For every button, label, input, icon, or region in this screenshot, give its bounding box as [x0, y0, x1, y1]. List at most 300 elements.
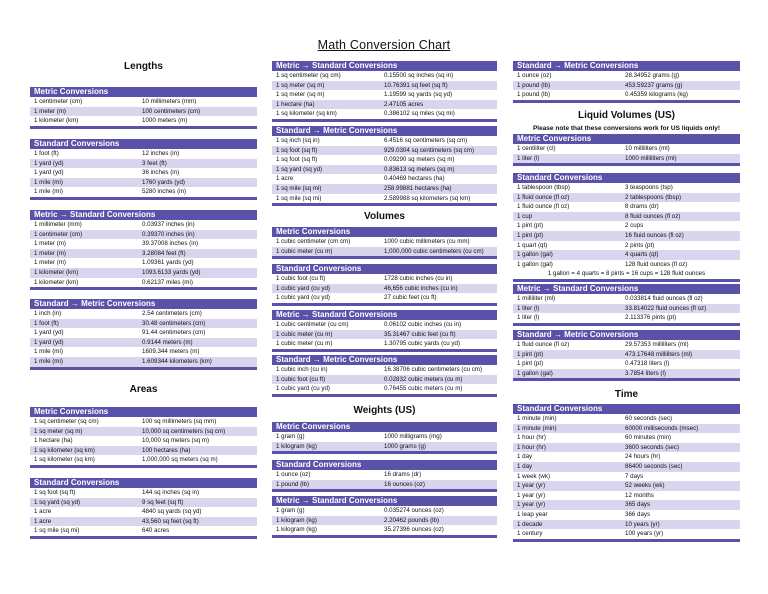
- unit-cell: 1 centiliter (cl): [517, 145, 556, 152]
- unit-cell: 1 meter (m): [34, 240, 66, 248]
- unit-cell: 1 sq meter (sq m): [276, 91, 325, 99]
- unit-cell: 1 pint (pt): [517, 222, 544, 230]
- equivalent-cell: 0.06102 cubic inches (cu in): [384, 321, 462, 328]
- table-row: [513, 452, 740, 462]
- table-body: [272, 506, 497, 535]
- unit-cell: 1 yard (yd): [34, 338, 64, 346]
- unit-cell: 1 meter (m): [34, 249, 66, 257]
- table-header: Metric → Standard Conversions: [272, 496, 497, 506]
- unit-cell: 1 cubic centimeter (cu cm): [276, 321, 349, 328]
- equivalent-cell: 60000 milliseconds (msec): [625, 424, 699, 432]
- table-row: [513, 350, 740, 360]
- unit-cell: 1 liter (l): [517, 154, 540, 162]
- table-row: [513, 340, 740, 350]
- table-row: [513, 144, 740, 154]
- equivalent-cell: 2 cups: [625, 222, 644, 230]
- unit-cell: 1 week (wk): [517, 472, 551, 480]
- unit-cell: 1 cubic yard (cu yd): [276, 294, 330, 302]
- unit-cell: 1 sq foot (sq ft): [34, 489, 76, 496]
- volumes-standard-to-metric-table: [272, 355, 497, 397]
- liquid-volumes-heading: Liquid Volumes (US): [577, 110, 676, 121]
- unit-cell: 1 cubic yard (cu yd): [276, 284, 330, 292]
- unit-cell: 1 mile (mi): [34, 348, 63, 356]
- equivalent-cell: 10,000 sq centimeters (sq cm): [142, 427, 226, 435]
- table-body: [30, 309, 257, 367]
- time-heading: Time: [614, 389, 639, 400]
- unit-cell: 1 kilogram (kg): [276, 442, 317, 450]
- equivalent-cell: 10,000 sq meters (sq m): [142, 437, 210, 445]
- table-row: [30, 446, 257, 456]
- unit-cell: 1 quart (qt): [517, 241, 548, 249]
- table-row: [513, 71, 740, 81]
- equivalent-cell: 1000 milliliters (ml): [625, 154, 677, 162]
- equivalent-cell: 366 days: [625, 510, 651, 518]
- equivalent-cell: 1.09361 yards (yd): [142, 259, 194, 267]
- unit-cell: 1 fluid ounce (fl oz): [517, 203, 570, 211]
- table-row: [513, 491, 740, 501]
- equivalent-cell: 12 months: [625, 491, 654, 499]
- equivalent-cell: 12 inches (in): [142, 150, 180, 157]
- liquid-metric-to-standard-table: [513, 284, 740, 326]
- equivalent-cell: 1,000,000 cubic centimeters (cu cm): [384, 247, 484, 255]
- equivalent-cell: 10 milliliters (ml): [625, 145, 670, 152]
- table-row: [30, 357, 257, 367]
- table-row: [272, 432, 497, 442]
- unit-cell: 1 cubic foot (cu ft): [276, 275, 326, 282]
- equivalent-cell: 1093.6133 yards (yd): [142, 268, 201, 276]
- equivalent-cell: 86400 seconds (sec): [625, 462, 683, 470]
- equivalent-cell: 28.34952 grams (g): [625, 72, 679, 79]
- unit-cell: 1 kilogram (kg): [276, 516, 317, 524]
- unit-cell: 1 kilometer (km): [34, 278, 79, 286]
- liquid-volumes-note: Please note that these conversions work for US liquids only!: [532, 125, 721, 132]
- table-header: Metric Conversions: [513, 134, 740, 144]
- unit-cell: 1 leap year: [517, 510, 548, 518]
- unit-cell: 1 cubic foot (cu ft): [276, 375, 326, 383]
- table-row: [30, 159, 257, 169]
- equivalent-cell: 27 cubic feet (cu ft): [384, 294, 437, 302]
- equivalent-cell: 46,656 cubic inches (cu in): [384, 284, 458, 292]
- equivalent-cell: 1,000,000 sq meters (sq m): [142, 456, 218, 464]
- table-row: [272, 155, 497, 165]
- unit-cell: 1 mile (mi): [34, 178, 63, 186]
- table-row: [513, 529, 740, 539]
- unit-cell: 1 pound (lb): [517, 91, 551, 99]
- table-header: Metric → Standard Conversions: [513, 284, 740, 294]
- table-header: Standard Conversions: [272, 460, 497, 470]
- table-header: Metric → Standard Conversions: [272, 61, 497, 71]
- table-row: [272, 506, 497, 516]
- unit-cell: 1 day: [517, 462, 533, 470]
- table-header: Standard Conversions: [30, 478, 257, 488]
- equivalent-cell: 100 years (yr): [625, 530, 664, 538]
- equivalent-cell: 0.033814 fluid ounces (fl oz): [625, 295, 703, 302]
- table-row: [272, 320, 497, 330]
- equivalent-cell: 1000 grams (g): [384, 442, 426, 450]
- areas-metric-to-standard-table: [272, 61, 497, 122]
- table-row: [513, 481, 740, 491]
- table-row: [272, 71, 497, 81]
- table-row: [30, 107, 257, 117]
- equivalent-cell: 1000 meters (m): [142, 117, 188, 125]
- table-row: [30, 417, 257, 427]
- table-row: [30, 347, 257, 357]
- areas-metric-table: [30, 407, 257, 468]
- unit-cell: 1 minute (min): [517, 424, 557, 432]
- table-row: [30, 328, 257, 338]
- unit-cell: 1 fluid ounce (fl oz): [517, 193, 570, 201]
- equivalent-cell: 0.9144 meters (m): [142, 338, 193, 346]
- table-body: [513, 414, 740, 539]
- unit-cell: 1 sq foot (sq ft): [276, 146, 318, 154]
- table-row: [513, 443, 740, 453]
- table-row: [272, 136, 497, 146]
- equivalent-cell: 4 quarts (qt): [625, 251, 659, 259]
- equivalent-cell: 29.57353 milliliters (ml): [625, 341, 689, 348]
- unit-cell: 1 gram (g): [276, 507, 305, 514]
- table-row: [513, 462, 740, 472]
- volumes-metric-table: [272, 227, 497, 259]
- table-body: [272, 365, 497, 394]
- equivalent-cell: 0.39370 inches (in): [142, 230, 195, 238]
- table-header: Metric Conversions: [272, 422, 497, 432]
- equivalent-cell: 33.814022 fluid ounces (fl oz): [625, 304, 707, 312]
- equivalent-cell: 3600 seconds (sec): [625, 443, 679, 451]
- unit-cell: 1 kilometer (km): [34, 268, 79, 276]
- table-row: [272, 146, 497, 156]
- equivalent-cell: 0.386102 sq miles (sq mi): [384, 110, 455, 118]
- unit-cell: 1 yard (yd): [34, 329, 64, 337]
- equivalent-cell: 39.37008 inches (in): [142, 240, 199, 248]
- lengths-standard-to-metric-table: [30, 299, 257, 370]
- table-header: Standard Conversions: [272, 264, 497, 274]
- equivalent-cell: 2.589988 sq kilometers (sq km): [384, 194, 471, 202]
- unit-cell: 1 kilogram (kg): [276, 526, 317, 534]
- unit-cell: 1 millimeter (mm): [34, 221, 82, 228]
- unit-cell: 1 cubic meter (cu m): [276, 330, 333, 338]
- table-header: Metric → Standard Conversions: [272, 310, 497, 320]
- unit-cell: 1 sq centimeter (sq cm): [276, 72, 341, 79]
- equivalent-cell: 10 years (yr): [625, 520, 660, 528]
- areas-standard-table: [30, 478, 257, 539]
- weights-heading: Weights (US): [353, 405, 416, 416]
- unit-cell: 1 cubic centimeter (cm cm): [276, 238, 351, 245]
- table-footer-bar: [272, 119, 497, 122]
- unit-cell: 1 year (yr): [517, 501, 546, 509]
- unit-cell: 1 pint (pt): [517, 350, 544, 358]
- table-footer-bar: [30, 197, 257, 200]
- table-note: 1 gallon = 4 quarts = 8 pints = 16 cups = 128 fluid ounces: [513, 269, 740, 279]
- table-row: [30, 455, 257, 465]
- table-row: [513, 304, 740, 314]
- table-header: Standard → Metric Conversions: [272, 126, 497, 136]
- table-row: [272, 470, 497, 480]
- unit-cell: 1 sq mile (sq mi): [34, 527, 80, 535]
- equivalent-cell: 8 fluid ounces (fl oz): [625, 212, 681, 220]
- table-header: Standard Conversions: [513, 173, 740, 183]
- unit-cell: 1 acre: [34, 508, 52, 516]
- equivalent-cell: 1728 cubic inches (cu in): [384, 275, 453, 282]
- table-row: [513, 154, 740, 164]
- table-row: [513, 510, 740, 520]
- table-row: [513, 414, 740, 424]
- table-row: [30, 268, 257, 278]
- table-row: [272, 90, 497, 100]
- unit-cell: 1 liter (l): [517, 314, 540, 322]
- unit-cell: 1 sq yard (sq yd): [276, 165, 323, 173]
- table-footer-bar: [272, 203, 497, 206]
- equivalent-cell: 0.83613 sq meters (sq m): [384, 165, 455, 173]
- table-footer-bar: [513, 378, 740, 381]
- unit-cell: 1 acre: [34, 517, 52, 525]
- unit-cell: 1 mile (mi): [34, 188, 63, 196]
- unit-cell: 1 kilometer (km): [34, 117, 79, 125]
- unit-cell: 1 cubic meter (cu m): [276, 247, 333, 255]
- unit-cell: 1 cubic yard (cu yd): [276, 385, 330, 393]
- table-row: [30, 498, 257, 508]
- table-footer-bar: [513, 100, 740, 103]
- table-body: [272, 237, 497, 256]
- equivalent-cell: 16.38706 cubic centimeters (cu cm): [384, 366, 483, 373]
- table-row: [513, 231, 740, 241]
- unit-cell: 1 year (yr): [517, 482, 546, 490]
- equivalent-cell: 100 centimeters (cm): [142, 107, 201, 115]
- table-header: Standard → Metric Conversions: [513, 330, 740, 340]
- table-row: [30, 278, 257, 288]
- unit-cell: 1 sq inch (sq in): [276, 137, 320, 144]
- equivalent-cell: 4840 sq yards (sq yd): [142, 508, 202, 516]
- table-row: [272, 365, 497, 375]
- table-row: [513, 520, 740, 530]
- unit-cell: 1 gallon (gal): [517, 260, 553, 268]
- equivalent-cell: 0.45359 kilograms (kg): [625, 91, 688, 99]
- table-row: [513, 183, 740, 193]
- equivalent-cell: 0.09290 sq meters (sq m): [384, 156, 455, 164]
- equivalent-cell: 3 feet (ft): [142, 159, 167, 167]
- table-header: Standard → Metric Conversions: [30, 299, 257, 309]
- table-header: Standard Conversions: [513, 404, 740, 414]
- table-body: [272, 320, 497, 349]
- table-row: [272, 247, 497, 257]
- liquid-standard-table: [513, 173, 740, 282]
- table-row: [513, 81, 740, 91]
- equivalent-cell: 100 sq millimeters (sq mm): [142, 418, 217, 425]
- equivalent-cell: 35.27396 ounces (oz): [384, 526, 444, 534]
- table-row: [30, 309, 257, 319]
- table-row: [513, 202, 740, 212]
- equivalent-cell: 52 weeks (wk): [625, 482, 665, 490]
- table-row: [30, 168, 257, 178]
- unit-cell: 1 foot (ft): [34, 150, 59, 157]
- unit-cell: 1 pint (pt): [517, 231, 544, 239]
- volumes-heading: Volumes: [364, 211, 405, 222]
- table-body: [30, 220, 257, 287]
- equivalent-cell: 0.76455 cubic meters (cu m): [384, 385, 463, 393]
- table-footer-bar: [272, 303, 497, 306]
- equivalent-cell: 60 seconds (sec): [625, 415, 673, 422]
- table-body: [513, 294, 740, 323]
- unit-cell: 1 decade: [517, 520, 543, 528]
- unit-cell: 1 gram (g): [276, 433, 305, 440]
- equivalent-cell: 5280 inches (in): [142, 188, 187, 196]
- table-row: [513, 212, 740, 222]
- volumes-metric-to-standard-table: [272, 310, 497, 352]
- table-row: [30, 427, 257, 437]
- table-row: [30, 149, 257, 159]
- table-row: [30, 97, 257, 107]
- equivalent-cell: 1000 milligrams (mg): [384, 433, 442, 440]
- areas-heading: Areas: [129, 384, 158, 395]
- equivalent-cell: 0.035274 ounces (oz): [384, 507, 444, 514]
- table-row: [30, 116, 257, 126]
- table-row: [30, 258, 257, 268]
- unit-cell: 1 sq mile (sq mi): [276, 184, 322, 192]
- table-row: [272, 81, 497, 91]
- equivalent-cell: 0.15500 sq inches (sq in): [384, 72, 454, 79]
- equivalent-cell: 43,560 sq feet (sq ft): [142, 517, 199, 525]
- equivalent-cell: 2.20462 pounds (lb): [384, 516, 440, 524]
- equivalent-cell: 8 drams (dr): [625, 203, 659, 211]
- unit-cell: 1 pound (lb): [517, 81, 551, 89]
- weights-standard-to-metric-table: [513, 61, 740, 103]
- unit-cell: 1 centimeter (cm): [34, 98, 83, 105]
- unit-cell: 1 hectare (ha): [34, 437, 73, 445]
- equivalent-cell: 6.4516 sq centimeters (sq cm): [384, 137, 468, 144]
- table-footer-bar: [30, 536, 257, 539]
- table-row: [30, 239, 257, 249]
- table-row: [272, 516, 497, 526]
- areas-standard-to-metric-table: [272, 126, 497, 206]
- table-header: Metric Conversions: [272, 227, 497, 237]
- table-row: [30, 507, 257, 517]
- equivalent-cell: 0.40469 hectares (ha): [384, 175, 445, 183]
- table-footer-bar: [272, 256, 497, 259]
- lengths-heading: Lengths: [124, 61, 163, 72]
- table-footer-bar: [513, 163, 740, 166]
- table-row: [30, 488, 257, 498]
- equivalent-cell: 640 acres: [142, 527, 170, 535]
- lengths-metric-table: [30, 87, 257, 129]
- table-footer-bar: [30, 367, 257, 370]
- table-row: [272, 525, 497, 535]
- unit-cell: 1 sq kilometer (sq km): [34, 456, 95, 464]
- equivalent-cell: 16 ounces (oz): [384, 480, 425, 488]
- table-body: [513, 71, 740, 100]
- equivalent-cell: 30.48 centimeters (cm): [142, 319, 206, 327]
- table-row: [30, 338, 257, 348]
- equivalent-cell: 10 millimeters (mm): [142, 98, 197, 105]
- equivalent-cell: 60 minutes (min): [625, 434, 672, 442]
- table-body: [513, 340, 740, 378]
- table-body: [513, 144, 740, 163]
- unit-cell: 1 meter (m): [34, 259, 66, 267]
- table-row: [272, 330, 497, 340]
- table-footer-bar: [272, 394, 497, 397]
- unit-cell: 1 sq kilometer (sq km): [276, 110, 337, 118]
- unit-cell: 1 centimeter (cm): [34, 230, 83, 238]
- table-row: [272, 284, 497, 294]
- unit-cell: 1 century: [517, 530, 543, 538]
- unit-cell: 1 cubic meter (cu m): [276, 340, 333, 348]
- unit-cell: 1 pound (lb): [276, 480, 310, 488]
- equivalent-cell: 365 days: [625, 501, 651, 509]
- table-body: [30, 97, 257, 126]
- weights-metric-table: [272, 422, 497, 454]
- table-row: [30, 436, 257, 446]
- table-body: [272, 136, 497, 203]
- equivalent-cell: 929.0304 sq centimeters (sq cm): [384, 146, 475, 154]
- equivalent-cell: 473.17648 milliliters (ml): [625, 350, 693, 358]
- equivalent-cell: 1609.344 meters (m): [142, 348, 200, 356]
- unit-cell: 1 liter (l): [517, 304, 540, 312]
- unit-cell: 1 year (yr): [517, 491, 546, 499]
- table-row: [513, 221, 740, 231]
- unit-cell: 1 foot (ft): [34, 319, 59, 327]
- table-footer-bar: [30, 287, 257, 290]
- unit-cell: 1 sq meter (sq m): [34, 427, 83, 435]
- table-footer-bar: [513, 539, 740, 542]
- unit-cell: 1 milliliter (ml): [517, 295, 556, 302]
- table-body: [30, 417, 257, 465]
- weights-standard-table: [272, 460, 497, 492]
- table-row: [30, 187, 257, 197]
- unit-cell: 1 day: [517, 453, 533, 461]
- table-row: [272, 100, 497, 110]
- unit-cell: 1 hour (hr): [517, 434, 546, 442]
- unit-cell: 1 yard (yd): [34, 169, 64, 177]
- unit-cell: 1 sq kilometer (sq km): [34, 446, 95, 454]
- table-footer-bar: [272, 535, 497, 538]
- equivalent-cell: 2.113376 pints (pt): [625, 314, 677, 322]
- table-body: [30, 488, 257, 536]
- table-row: [513, 90, 740, 100]
- unit-cell: 1 sq yard (sq yd): [34, 498, 81, 506]
- lengths-metric-to-standard-table: [30, 210, 257, 290]
- table-row: [272, 184, 497, 194]
- table-header: Standard Conversions: [30, 139, 257, 149]
- unit-cell: 1 acre: [276, 175, 294, 183]
- unit-cell: 1 fluid ounce (fl oz): [517, 341, 570, 348]
- table-row: [513, 359, 740, 369]
- table-header: Standard → Metric Conversions: [513, 61, 740, 71]
- table-row: [513, 294, 740, 304]
- unit-cell: 1 gallon (gal): [517, 369, 553, 377]
- table-body: [272, 71, 497, 119]
- unit-cell: 1 sq meter (sq m): [276, 81, 325, 89]
- unit-cell: 1 inch (in): [34, 310, 62, 317]
- table-row: [513, 250, 740, 260]
- equivalent-cell: 0.62137 miles (mi): [142, 278, 193, 286]
- table-footer-bar: [272, 349, 497, 352]
- equivalent-cell: 453.59237 grams (g): [625, 81, 683, 89]
- unit-cell: 1 cup: [517, 212, 533, 220]
- table-row: [272, 480, 497, 490]
- unit-cell: 1 cubic inch (cu in): [276, 366, 328, 373]
- equivalent-cell: 7 days: [625, 472, 644, 480]
- table-row: [272, 165, 497, 175]
- table-row: [513, 424, 740, 434]
- equivalent-cell: 2.54 centimeters (cm): [142, 310, 202, 317]
- table-row: [272, 375, 497, 385]
- lengths-standard-table: [30, 139, 257, 200]
- table-row: [513, 313, 740, 323]
- table-row: [272, 194, 497, 204]
- table-header: Standard → Metric Conversions: [272, 355, 497, 365]
- table-header: Metric → Standard Conversions: [30, 210, 257, 220]
- table-row: [272, 384, 497, 394]
- equivalent-cell: 0.02832 cubic meters (cu m): [384, 375, 463, 383]
- table-body: [30, 149, 257, 197]
